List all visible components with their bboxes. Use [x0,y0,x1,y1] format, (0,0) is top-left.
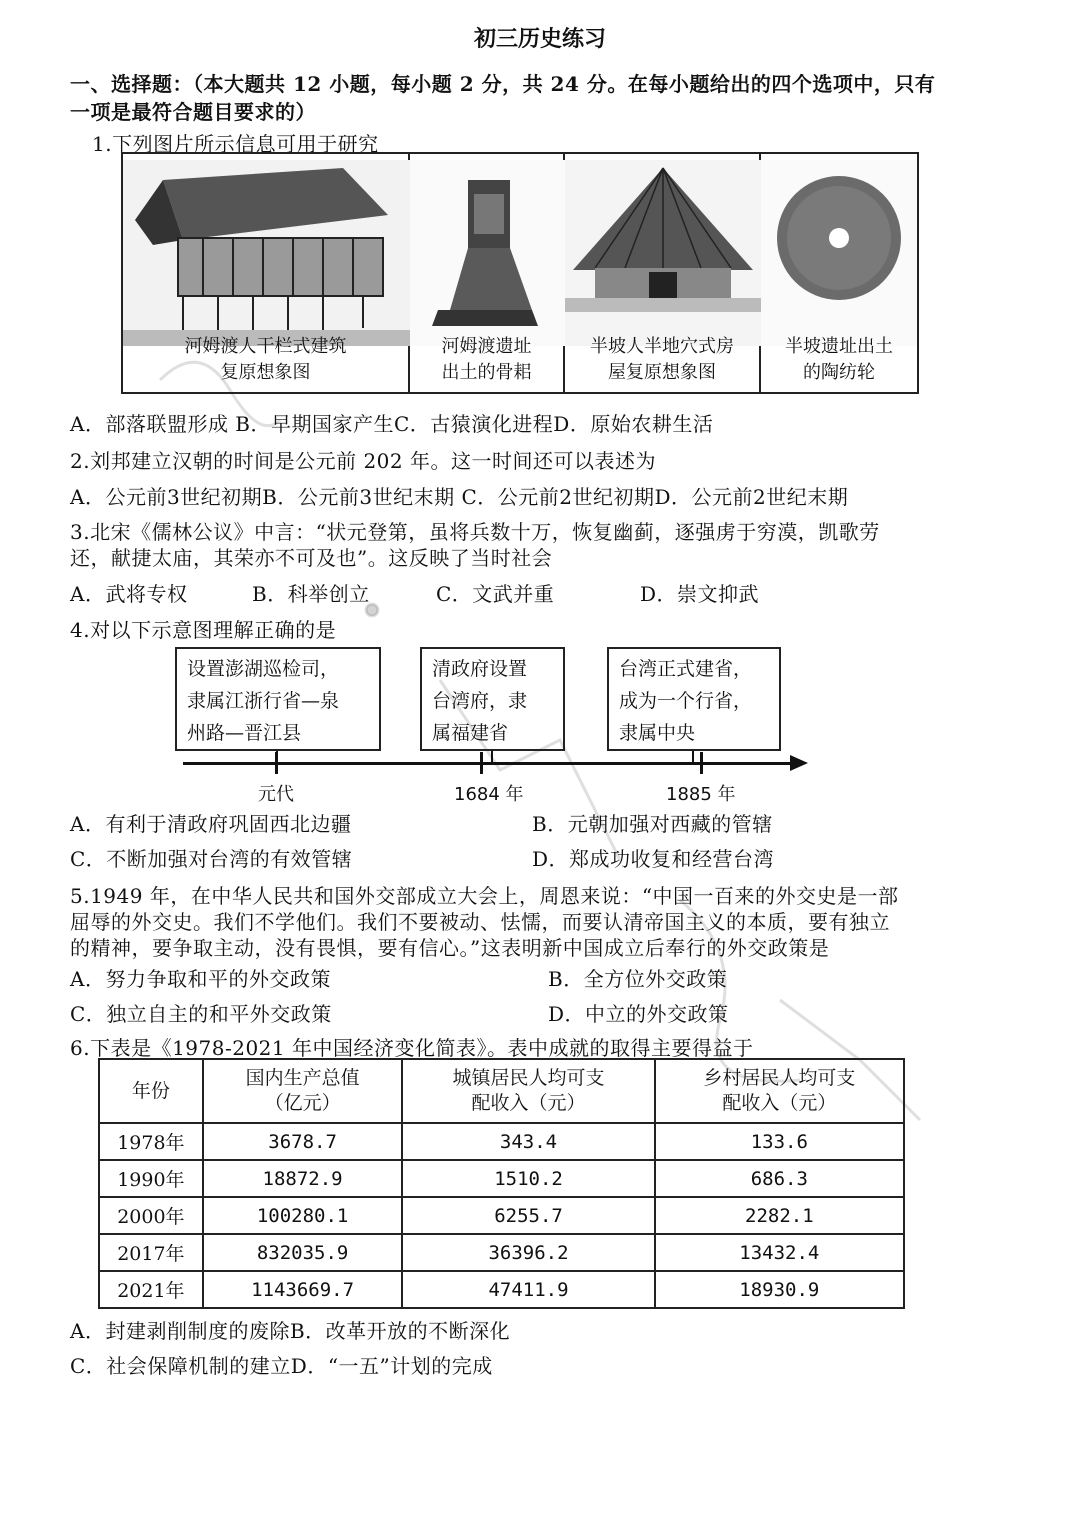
timeline-tick [480,752,483,774]
q4-option-c: C．不断加强对台湾的有效管辖 [70,847,353,871]
table-header-row [99,1059,904,1123]
q1-options: A．部落联盟形成 B．早期国家产生C．古猿演化进程D．原始农耕生活 [70,412,714,436]
q1-caption: 河姆渡人干栏式建筑 复原想象图 [184,336,347,383]
table-cell: 1990年 [99,1160,203,1197]
table-cell: 343.4 [402,1123,654,1160]
table-cell: 1510.2 [402,1160,654,1197]
table-cell: 6255.7 [402,1197,654,1234]
q4-option-d: D．郑成功收复和经营台湾 [532,847,775,871]
table-cell: 2000年 [99,1197,203,1234]
timeline-tick [275,752,278,774]
timeline-arrow-icon [790,755,808,771]
table-cell: 13432.4 [655,1234,904,1271]
q1-caption: 半坡遗址出土 的陶纺轮 [785,336,893,383]
q5-stem-line1: 5.1949 年，在中华人民共和国外交部成立大会上，周恩来说：“中国一百来的外交史是一部 [70,884,899,908]
q6-options-line2: C．社会保障机制的建立D．“一五”计划的完成 [70,1354,493,1378]
timeline-label-1885: 1885 年 [666,784,736,805]
timeline-box-yuan: 设置澎湖巡检司， 隶属江浙行省—泉 州路—晋江县 [175,647,381,751]
economy-table [98,1058,905,1309]
timeline-label-yuan: 元代 [258,784,294,805]
table-row [99,1271,904,1308]
table-row [99,1197,904,1234]
table-cell: 1978年 [99,1123,203,1160]
timeline-box-1885: 台湾正式建省， 成为一个行省， 隶属中央 [607,647,781,751]
table-row [99,1160,904,1197]
q1-image-cell [761,154,917,392]
q5-option-c: C．独立自主的和平外交政策 [70,1002,332,1026]
section-instruction-line1: 一、选择题：（本大题共 12 小题，每小题 2 分，共 24 分。在每小题给出的四个选项中，只有 [70,72,936,96]
q6-options-line1: A．封建剥削制度的废除B．改革开放的不断深化 [70,1319,511,1343]
table-row [99,1234,904,1271]
q1-image-cell [410,154,565,392]
q1-image-table [121,152,919,394]
q5-option-b: B．全方位外交政策 [548,967,728,991]
q6-stem: 6.下表是《1978-2021 年中国经济变化简表》。表中成就的取得主要得益于 [70,1036,754,1060]
q4-stem: 4.对以下示意图理解正确的是 [70,618,337,642]
q1-caption: 河姆渡遗址 出土的骨耜 [441,336,532,383]
timeline-box-1684: 清政府设置 台湾府，隶 属福建省 [420,647,565,751]
q5-stem-line2: 屈辱的外交史。我们不学他们。我们不要被动、怯懦，而要认清帝国主义的本质，要有独立 [70,910,890,934]
q1-caption: 半坡人半地穴式房 屋复原想象图 [590,336,734,383]
table-row [99,1123,904,1160]
q4-option-b: B．元朝加强对西藏的管辖 [532,812,773,836]
q3-option-b: B．科举创立 [252,582,370,606]
table-cell: 18872.9 [203,1160,403,1197]
stilt-house-icon [123,160,410,346]
q2-stem: 2.刘邦建立汉朝的时间是公元前 202 年。这一时间还可以表述为 [70,449,656,473]
table-cell: 2017年 [99,1234,203,1271]
q3-stem-line1: 3.北宋《儒林公议》中言：“状元登第，虽将兵数十万，恢复幽蓟，逐强虏于穷漠，凯歌劳 [70,520,880,544]
table-cell: 47411.9 [402,1271,654,1308]
q5-stem-line3: 的精神，要争取主动，没有畏惧，要有信心。”这表明新中国成立后奉行的外交政策是 [70,936,830,960]
header-rural-income: 乡村居民人均可支 配收入（元） [655,1059,904,1123]
section-instruction-line2: 一项是最符合题目要求的） [70,100,316,124]
table-cell: 2021年 [99,1271,203,1308]
q1-image-cell [565,154,761,392]
table-cell: 100280.1 [203,1197,403,1234]
table-cell: 832035.9 [203,1234,403,1271]
spindle-whorl-icon [761,160,917,346]
q2-options: A．公元前3世纪初期B．公元前3世纪末期 C．公元前2世纪初期D．公元前2世纪末期 [70,485,849,509]
q1-stem: 1.下列图片所示信息可用于研究 [92,132,379,156]
q5-option-a: A．努力争取和平的外交政策 [70,967,331,991]
header-year: 年份 [99,1059,203,1123]
table-cell: 686.3 [655,1160,904,1197]
q5-option-d: D．中立的外交政策 [548,1002,729,1026]
timeline-tick [700,752,703,774]
page-title: 初三历史练习 [473,26,606,52]
table-cell: 133.6 [655,1123,904,1160]
q3-option-d: D．崇文抑武 [640,582,760,606]
bone-spade-icon [410,160,565,346]
header-urban-income: 城镇居民人均可支 配收入（元） [402,1059,654,1123]
table-cell: 1143669.7 [203,1271,403,1308]
q3-option-c: C．文武并重 [436,582,555,606]
header-gdp: 国内生产总值 （亿元） [203,1059,403,1123]
table-cell: 18930.9 [655,1271,904,1308]
table-cell: 3678.7 [203,1123,403,1160]
table-cell: 36396.2 [402,1234,654,1271]
table-cell: 2282.1 [655,1197,904,1234]
q3-stem-line2: 还，献捷太庙，其荣亦不可及也”。这反映了当时社会 [70,546,553,570]
q4-option-a: A．有利于清政府巩固西北边疆 [70,812,352,836]
timeline-label-1684: 1684 年 [454,784,524,805]
hut-icon [565,160,761,346]
q1-image-cell [123,154,410,392]
q3-option-a: A．武将专权 [70,582,188,606]
